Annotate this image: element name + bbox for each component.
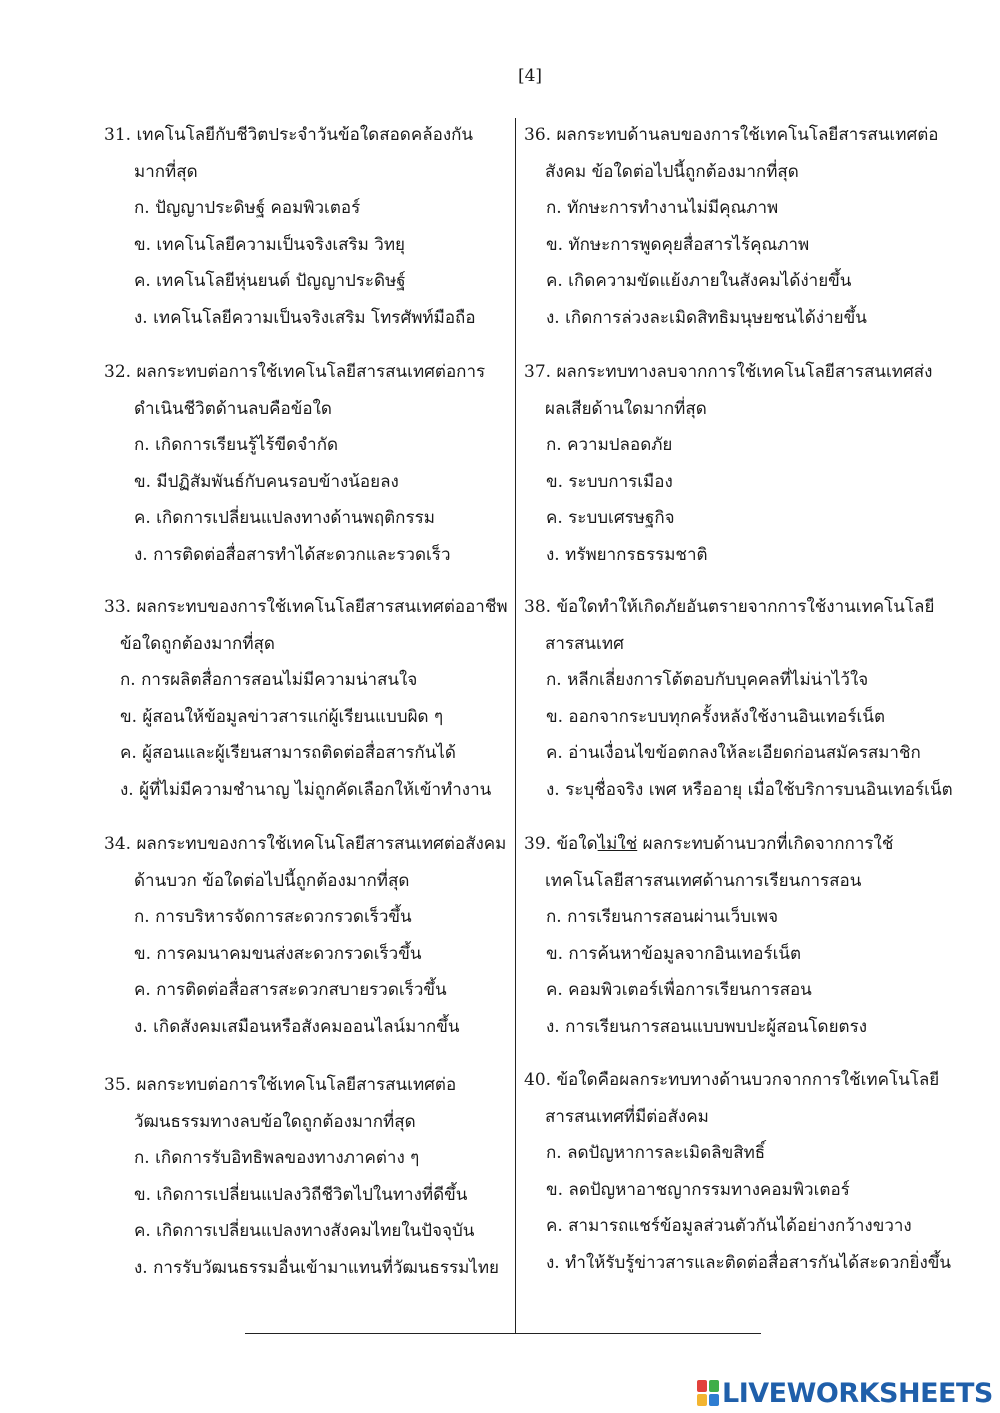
question-text: มากที่สุด xyxy=(134,161,198,182)
answer-option[interactable]: ก. ปัญญาประดิษฐ์ คอมพิวเตอร์ xyxy=(134,198,361,218)
answer-option[interactable]: ง. การติดต่อสื่อสารทำได้สะดวกและรวดเร็ว xyxy=(134,544,451,565)
answer-option[interactable]: ง. การเรียนการสอนแบบพบปะผู้สอนโดยตรง xyxy=(546,1016,868,1037)
page-number: [4] xyxy=(517,66,543,86)
question-text: สารสนเทศที่มีต่อสังคม xyxy=(545,1106,709,1127)
question-36 xyxy=(524,117,964,336)
answer-option[interactable]: ข. ระบบการเมือง xyxy=(546,471,673,492)
answer-option[interactable]: ค. เกิดความขัดแย้งภายในสังคมได้ง่ายขึ้น xyxy=(546,271,852,291)
question-38 xyxy=(524,589,964,808)
question-lead: 39. ข้อใด xyxy=(524,834,598,854)
question-33 xyxy=(104,589,509,808)
answer-option[interactable]: ก. หลีกเลี่ยงการโต้ตอบกับบุคคลที่ไม่น่าไว้ใจ xyxy=(546,670,869,690)
column-divider xyxy=(515,118,516,1334)
question-text: 37. ผลกระทบทางลบจากการใช้เทคโนโลยีสารสนเทศส่ง xyxy=(524,362,933,382)
answer-option[interactable]: ง. ผู้ที่ไม่มีความชำนาญ ไม่ถูกคัดเลือกให้เข้าทำงาน xyxy=(120,779,492,800)
question-text: สารสนเทศ xyxy=(545,633,624,654)
question-text: 40. ข้อใดคือผลกระทบทางด้านบวกจากการใช้เทคโนโลยี xyxy=(524,1070,940,1090)
question-text: ด้านบวก ข้อใดต่อไปนี้ถูกต้องมากที่สุด xyxy=(134,870,410,891)
question-text: 36. ผลกระทบด้านลบของการใช้เทคโนโลยีสารสนเทศต่อ xyxy=(524,125,939,145)
answer-option[interactable]: ง. เทคโนโลยีความเป็นจริงเสริม โทรศัพท์มือถือ xyxy=(134,307,476,328)
answer-option[interactable]: ก. เกิดการเรียนรู้ไร้ขีดจำกัด xyxy=(134,435,339,455)
question-37 xyxy=(524,354,964,573)
answer-option[interactable]: ง. เกิดสังคมเสมือนหรือสังคมออนไลน์มากขึ้น xyxy=(134,1016,460,1037)
question-text: 33. ผลกระทบของการใช้เทคโนโลยีสารสนเทศต่ออาชีพ xyxy=(104,597,508,617)
question-rest: ผลกระทบด้านบวกที่เกิดจากการใช้ xyxy=(637,834,894,854)
answer-option[interactable]: ข. เทคโนโลยีความเป็นจริงเสริม วิทยุ xyxy=(134,234,406,255)
answer-option[interactable]: ค. คอมพิวเตอร์เพื่อการเรียนการสอน xyxy=(546,980,812,1000)
question-31 xyxy=(104,117,509,336)
answer-option[interactable]: ข. เกิดการเปลี่ยนแปลงวิถีชีวิตไปในทางที่ดีขึ้น xyxy=(134,1184,468,1205)
question-34 xyxy=(104,826,509,1045)
answer-option[interactable]: ง. ทรัพยากรธรรมชาติ xyxy=(546,544,708,565)
answer-option[interactable]: ก. การเรียนการสอนผ่านเว็บเพจ xyxy=(546,907,779,927)
answer-option[interactable]: ค. เกิดการเปลี่ยนแปลงทางสังคมไทยในปัจจุบัน xyxy=(134,1221,475,1241)
question-32 xyxy=(104,354,509,573)
answer-option[interactable]: ข. ผู้สอนให้ข้อมูลข่าวสารแก่ผู้เรียนแบบผิด ๆ xyxy=(120,706,444,727)
answer-option[interactable]: ข. ทักษะการพูดคุยสื่อสารไร้คุณภาพ xyxy=(546,234,810,255)
answer-option[interactable]: ก. การบริหารจัดการสะดวกรวดเร็วขึ้น xyxy=(134,907,412,927)
question-text: วัฒนธรรมทางลบข้อใดถูกต้องมากที่สุด xyxy=(134,1111,416,1132)
answer-option[interactable]: ง. ระบุชื่อจริง เพศ หรืออายุ เมื่อใช้บริการบนอินเทอร์เน็ต xyxy=(546,779,953,800)
question-text: สังคม ข้อใดต่อไปนี้ถูกต้องมากที่สุด xyxy=(545,161,799,182)
question-text: เทคโนโลยีสารสนเทศด้านการเรียนการสอน xyxy=(545,870,862,891)
liveworksheets-logo-icon xyxy=(697,1380,719,1406)
answer-option[interactable]: ก. การผลิตสื่อการสอนไม่มีความน่าสนใจ xyxy=(120,670,418,690)
question-text: 34. ผลกระทบของการใช้เทคโนโลยีสารสนเทศต่อสังคม xyxy=(104,834,507,854)
liveworksheets-logo[interactable] xyxy=(697,1377,993,1409)
underlined-word: ไม่ใช่ xyxy=(597,834,638,854)
question-text: ข้อใดถูกต้องมากที่สุด xyxy=(120,633,275,654)
answer-option[interactable]: ข. การคมนาคมขนส่งสะดวกรวดเร็วขึ้น xyxy=(134,943,422,964)
answer-option[interactable]: ก. เกิดการรับอิทธิพลของทางภาคต่าง ๆ xyxy=(134,1148,420,1168)
answer-option[interactable]: ง. เกิดการล่วงละเมิดสิทธิมนุษยชนได้ง่ายขึ้น xyxy=(546,307,867,328)
answer-option[interactable]: ข. การค้นหาข้อมูลจากอินเทอร์เน็ต xyxy=(546,943,802,964)
answer-option[interactable]: ข. ลดปัญหาอาชญากรรมทางคอมพิวเตอร์ xyxy=(546,1179,850,1200)
answer-option[interactable]: ก. ความปลอดภัย xyxy=(546,435,673,455)
answer-option[interactable]: ค. อ่านเงื่อนไขข้อตกลงให้ละเอียดก่อนสมัครสมาชิก xyxy=(546,743,921,763)
answer-option[interactable]: ข. ออกจากระบบทุกครั้งหลังใช้งานอินเทอร์เน็ต xyxy=(546,706,885,727)
answer-option[interactable]: ค. ผู้สอนและผู้เรียนสามารถติดต่อสื่อสารกันได้ xyxy=(120,743,456,763)
answer-option[interactable]: ค. เกิดการเปลี่ยนแปลงทางด้านพฤติกรรม xyxy=(134,508,435,528)
question-40 xyxy=(524,1062,964,1281)
answer-option[interactable]: ค. เทคโนโลยีหุ่นยนต์ ปัญญาประดิษฐ์ xyxy=(134,271,406,291)
answer-option[interactable]: ค. สามารถแชร์ข้อมูลส่วนตัวกันได้อย่างกว้างขวาง xyxy=(546,1216,912,1236)
question-text: 32. ผลกระทบต่อการใช้เทคโนโลยีสารสนเทศต่อการ xyxy=(104,362,486,382)
answer-option[interactable]: ง. การรับวัฒนธรรมอื่นเข้ามาแทนที่วัฒนธรรมไทย xyxy=(134,1257,500,1278)
footer-rule xyxy=(245,1333,761,1334)
answer-option[interactable]: ง. ทำให้รับรู้ข่าวสารและติดต่อสื่อสารกันได้สะดวกยิ่งขึ้น xyxy=(546,1252,952,1273)
answer-option[interactable]: ข. มีปฏิสัมพันธ์กับคนรอบข้างน้อยลง xyxy=(134,471,399,492)
question-35 xyxy=(104,1067,509,1286)
question-39 xyxy=(524,826,964,1045)
question-text: 38. ข้อใดทำให้เกิดภัยอันตรายจากการใช้งานเทคโนโลยี xyxy=(524,597,935,617)
question-text: 35. ผลกระทบต่อการใช้เทคโนโลยีสารสนเทศต่อ xyxy=(104,1075,457,1095)
question-text: ผลเสียด้านใดมากที่สุด xyxy=(545,398,707,419)
question-text xyxy=(524,826,964,863)
logo-text: LIVEWORKSHEETS xyxy=(722,1377,993,1409)
question-text: 31. เทคโนโลยีกับชีวิตประจำวันข้อใดสอดคล้องกัน xyxy=(104,125,474,145)
answer-option[interactable]: ค. ระบบเศรษฐกิจ xyxy=(546,508,675,528)
answer-option[interactable]: ค. การติดต่อสื่อสารสะดวกสบายรวดเร็วขึ้น xyxy=(134,980,447,1000)
question-text: ดำเนินชีวิตด้านลบคือข้อใด xyxy=(134,398,332,419)
answer-option[interactable]: ก. ทักษะการทำงานไม่มีคุณภาพ xyxy=(546,198,779,218)
answer-option[interactable]: ก. ลดปัญหาการละเมิดลิขสิทธิ์ xyxy=(546,1143,766,1163)
